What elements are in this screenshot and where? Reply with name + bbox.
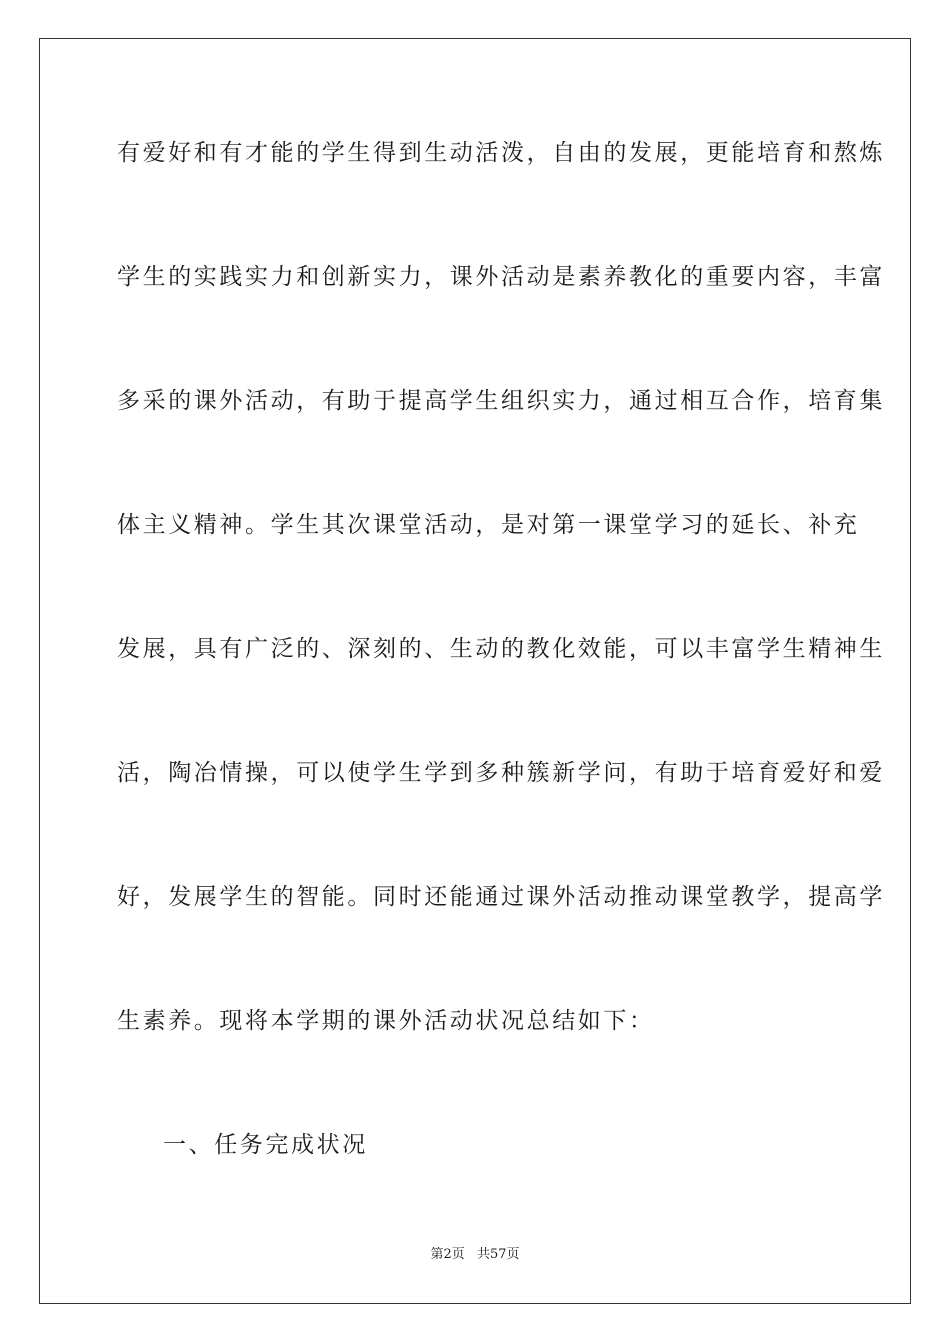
- paragraph-line: 学生的实践实力和创新实力，课外活动是素养教化的重要内容，丰富: [117, 264, 885, 290]
- page-frame: [39, 38, 911, 1304]
- page-footer: [0, 1246, 950, 1264]
- paragraph-line: 活，陶冶情操，可以使学生学到多种簇新学问，有助于培育爱好和爱: [117, 760, 885, 786]
- section-heading: 一、任务完成状况: [163, 1132, 368, 1158]
- paragraph-line: 多采的课外活动，有助于提高学生组织实力，通过相互合作，培育集: [117, 388, 885, 414]
- paragraph-line: 好，发展学生的智能。同时还能通过课外活动推动课堂教学，提高学: [117, 884, 885, 910]
- page-number: 第2页: [430, 1247, 465, 1262]
- paragraph-line: 有爱好和有才能的学生得到生动活泼，自由的发展，更能培育和熬炼: [117, 140, 885, 166]
- paragraph-line: 发展，具有广泛的、深刻的、生动的教化效能，可以丰富学生精神生: [117, 636, 885, 662]
- page-total: 共57页: [476, 1247, 520, 1262]
- paragraph-line: 体主义精神。学生其次课堂活动，是对第一课堂学习的延长、补充: [117, 512, 860, 538]
- paragraph-line: 生素养。现将本学期的课外活动状况总结如下：: [117, 1008, 655, 1034]
